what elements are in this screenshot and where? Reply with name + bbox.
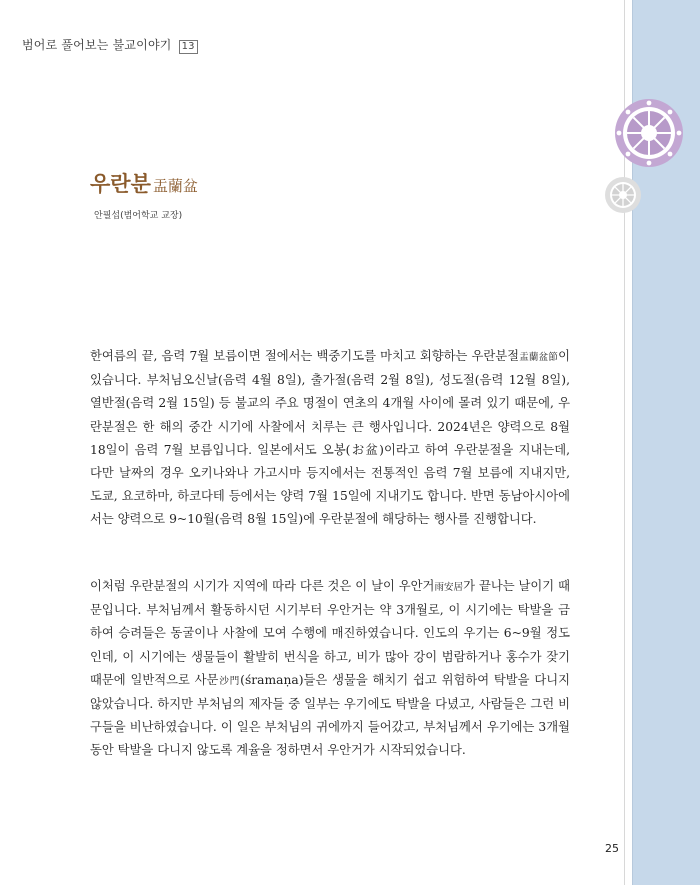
series-number: 13 [179,40,198,54]
paragraph-1-text-b: 이 있습니다. 부처님오신날(음력 4월 8일), 출가절(음력 2월 8일), 성도절(음력 12월 8일), 열반절(음력 2월 15일) 등 불교의 주요 명절이 연초의 4개월 사이에 몰려 있기 때문에, 우란분절은 한 해의 중간 시기에 사찰에서 치루는 큰 행사입니다. 2024년은 양력으로 8월 18일이 음력 7월 보름입니다. 일본에서도 오봉(お盆)이라고 하여 우란분절을 지내는데, 다만 날짜의 경우 오키나와나 가고시마 등지에서는 전통적인 음력 7월 보름에 지내지만, 도쿄, 요코하마, 하코다테 등에서는 양력 7월 15일에 지내기도 합니다. 반면 동남아시아에서는 양력으로 9~10월(음력 8월 15일)에 우란분절에 해당하는 행사를 진행합니다. [90,349,570,527]
dharma-wheel-large-icon [614,96,684,170]
series-title: 범어로 풀어보는 불교이야기 [22,38,172,52]
page-number: 25 [605,842,619,855]
paragraph-2-text-a: 이처럼 우란분절의 시기가 지역에 따라 다른 것은 이 날이 우안거 [90,579,435,593]
paragraph-1-text-a: 한여름의 끝, 음력 7월 보름이면 절에서는 백중기도를 마치고 회향하는 우란분절 [90,349,519,363]
author-line: 안필섭(범어학교 교장) [94,211,183,221]
dharma-wheel-small-icon [604,176,642,214]
title-hanja: 盂蘭盆 [152,177,198,195]
paragraph-2-text-b: 가 끝나는 날이기 때문입니다. 부처님께서 활동하시던 시기부터 우안거는 약 3개월로, 이 시기에는 탁발을 금하여 승려들은 동굴이나 사찰에 모여 수행에 매진하였습니다. 인도의 우기는 6~9월 정도인데, 이 시기에는 생물들이 활발히 번식을 하고, 비가 많아 강이 범람하거나 홍수가 잦기 때문에 일반적으로 사문 [90,579,570,687]
article-title [90,168,198,198]
title-korean: 우란분 [90,172,151,196]
paragraph-2 [90,575,570,763]
paragraph-1-hanja: 盂蘭盆節 [519,352,559,363]
paragraph-2-text-c: (śramaṇa)들은 생물을 해치기 쉽고 위험하여 탁발을 다니지 않았습니다. 하지만 부처님의 제자들 중 일부는 우기에도 탁발을 다녔고, 사람들은 그런 비구들을 비난하였습니다. 이 일은 부처님의 귀에까지 들어갔고, 부처님께서 우기에는 3개월 동안 탁발을 다니지 않도록 계율을 정하면서 우안거가 시작되었습니다. [90,672,570,758]
paragraph-2-hanja-1: 雨安居 [434,582,464,593]
running-head [22,36,198,54]
paragraph-2-hanja-2: 沙門 [218,675,241,687]
paragraph-1 [90,345,570,532]
